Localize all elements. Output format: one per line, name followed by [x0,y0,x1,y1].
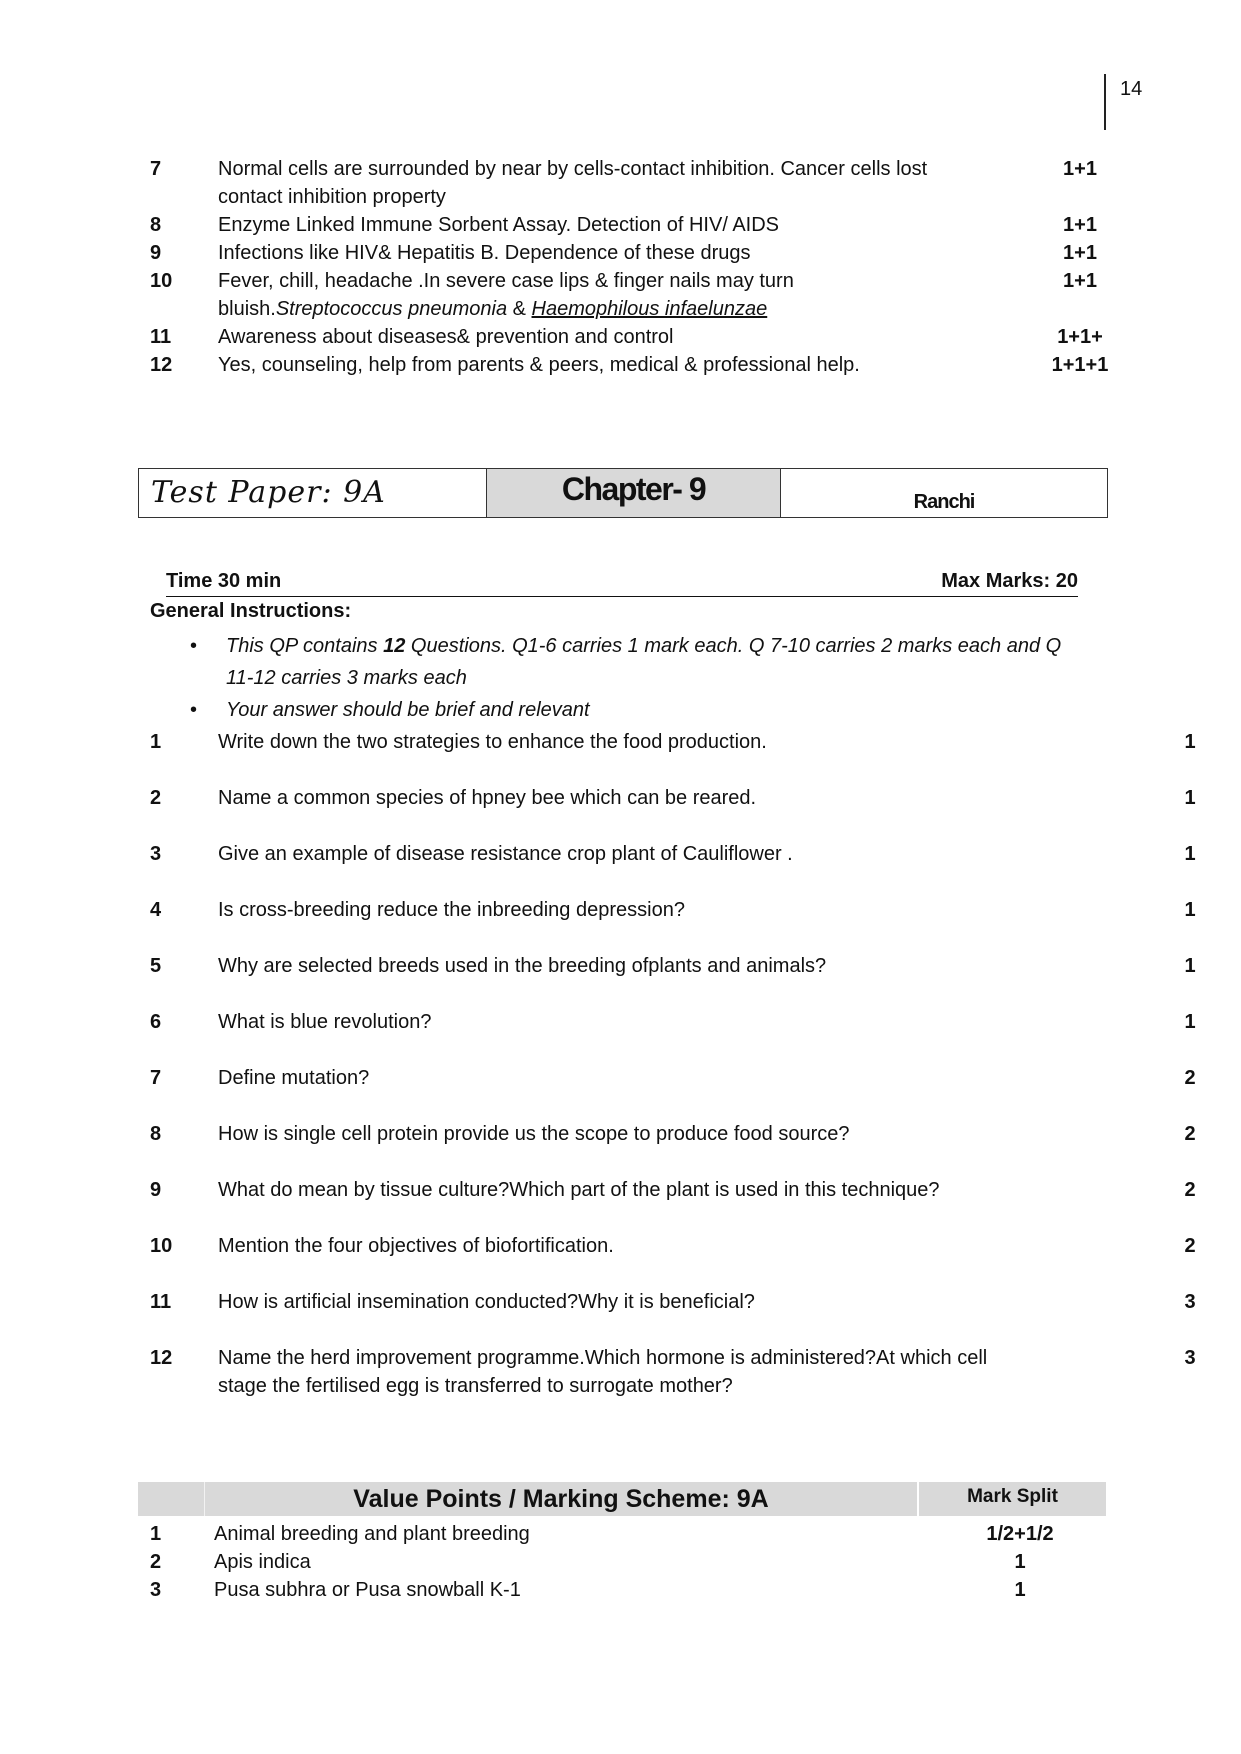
question-line: How is single cell protein provide us the scope to produce food source? [218,1123,850,1145]
question-line: What is blue revolution? [218,1011,432,1033]
question-marks: 1 [1184,731,1196,753]
answer-line: contact inhibition property [218,186,446,208]
answer-connector: & [507,298,532,320]
question-text [218,1176,1038,1204]
time-label: Time 30 min [166,570,282,592]
question-number: 8 [150,1123,162,1145]
question-number: 6 [150,1011,162,1033]
answer-number: 11 [150,326,172,348]
question-line: What do mean by tissue culture?Which part of the plant is used in this technique? [218,1179,940,1201]
instruction-part: This QP contains [226,635,384,657]
answer-text: Yes, counseling, help from parents & peers, medical & professional help. [218,354,860,376]
question-line: Mention the four objectives of biofortification. [218,1235,614,1257]
answer-marks: 1+1 [1063,214,1097,236]
answer-italic: Streptococcus pneumonia [275,298,508,320]
question-text [218,1008,1038,1036]
answer-text: Infections like HIV& Hepatitis B. Dependence of these drugs [218,242,751,264]
scheme-marks: 1/2+1/2 [986,1523,1054,1545]
question-text [218,1288,1038,1316]
scheme-text: Animal breeding and plant breeding [214,1523,530,1545]
question-text [218,728,1038,756]
question-line: Is cross-breeding reduce the inbreeding depression? [218,899,685,921]
question-line: Write down the two strategies to enhance the food production. [218,731,767,753]
answer-marks: 1+1 [1063,242,1097,264]
question-marks: 1 [1184,955,1196,977]
instruction-bullet [190,630,1110,694]
test-paper-title: Test Paper: 9A [151,475,386,510]
question-text [218,952,1038,980]
question-number: 5 [150,955,162,977]
question-text [218,1232,1038,1260]
test-paper-cell [139,469,487,517]
question-marks: 2 [1184,1067,1196,1089]
page-number-box [1104,74,1148,130]
scheme-number: 2 [150,1551,162,1573]
scheme-marks: 1 [1014,1579,1026,1601]
location-label: Ranchi [913,491,975,513]
answer-number: 9 [150,242,162,264]
scheme-title-cell [205,1482,919,1516]
question-line: Name the herd improvement programme.Which hormone is administered?At which cell [218,1347,988,1369]
question-number: 1 [150,731,162,753]
question-line: Give an example of disease resistance crop plant of Cauliflower . [218,843,793,865]
question-text [218,1344,1038,1400]
answer-number: 7 [150,158,162,180]
question-marks: 1 [1184,899,1196,921]
mark-split-label: Mark Split [967,1486,1058,1507]
answer-marks: 1+1+1 [1051,354,1109,376]
instruction-part: 11-12 carries 3 marks each [226,667,467,689]
chapter-title: Chapter- 9 [561,471,706,507]
scheme-text: Pusa subhra or Pusa snowball K-1 [214,1579,521,1601]
question-number: 12 [150,1347,173,1369]
answer-underlined: Haemophilous infaelunzae [531,298,768,320]
question-line: Why are selected breeds used in the breeding ofplants and animals? [218,955,827,977]
question-marks: 3 [1184,1347,1196,1369]
question-number: 7 [150,1067,162,1089]
question-number: 11 [150,1291,172,1313]
answer-number: 12 [150,354,173,376]
instruction-part: Questions. Q1-6 carries 1 mark each. Q 7-10 carries 2 marks each and Q [405,635,1062,657]
question-marks: 1 [1184,787,1196,809]
question-line: Name a common species of hpney bee which can be reared. [218,787,757,809]
page-number: 14 [1120,78,1143,100]
answer-line: bluish. [218,298,276,320]
answer-marks: 1+1 [1063,270,1097,292]
question-line: Define mutation? [218,1067,370,1089]
bullet-dot: • [190,699,198,721]
question-text [218,1064,1038,1092]
answer-line: Normal cells are surrounded by near by cells-contact inhibition. Cancer cells lost [218,158,928,180]
instruction-text: Your answer should be brief and relevant [226,699,590,721]
question-marks: 2 [1184,1123,1196,1145]
question-line: How is artificial insemination conducted?Why it is beneficial? [218,1291,755,1313]
answer-marks: 1+1+ [1057,326,1103,348]
question-marks: 1 [1184,843,1196,865]
test-paper-header [138,468,1108,518]
answer-number: 10 [150,270,173,292]
scheme-number: 3 [150,1579,162,1601]
question-marks: 3 [1184,1291,1196,1313]
scheme-text: Apis indica [214,1551,311,1573]
marking-scheme-header [138,1482,1106,1516]
question-marks: 1 [1184,1011,1196,1033]
scheme-title: Value Points / Marking Scheme: 9A [353,1485,769,1513]
mark-split-cell [919,1482,1106,1516]
question-line: stage the fertilised egg is transferred to surrogate mother? [218,1375,733,1397]
question-text [218,784,1038,812]
scheme-marks: 1 [1014,1551,1026,1573]
chapter-cell [487,469,781,517]
question-number: 10 [150,1235,173,1257]
question-marks: 2 [1184,1235,1196,1257]
answer-text: Enzyme Linked Immune Sorbent Assay. Detection of HIV/ AIDS [218,214,780,236]
answer-text [218,155,998,211]
question-number: 4 [150,899,162,921]
answer-line: Fever, chill, headache .In severe case lips & finger nails may turn [218,270,794,292]
answer-marks: 1+1 [1063,158,1097,180]
question-text [218,1120,1038,1148]
answer-number: 8 [150,214,162,236]
time-marks-line [166,568,1078,597]
instructions-title: General Instructions: [150,600,352,622]
question-text [218,896,1038,924]
bullet-dot: • [190,635,198,657]
question-marks: 2 [1184,1179,1196,1201]
question-number: 2 [150,787,162,809]
instruction-text [226,630,1106,694]
question-number: 3 [150,843,162,865]
question-count: 12 [383,635,406,657]
question-text [218,840,1038,868]
question-number: 9 [150,1179,162,1201]
max-marks-label: Max Marks: 20 [941,570,1078,592]
answer-text: Awareness about diseases& prevention and control [218,326,674,348]
scheme-number: 1 [150,1523,162,1545]
scheme-number-header [138,1482,205,1516]
location-cell [781,469,1107,517]
answer-text [218,267,998,323]
